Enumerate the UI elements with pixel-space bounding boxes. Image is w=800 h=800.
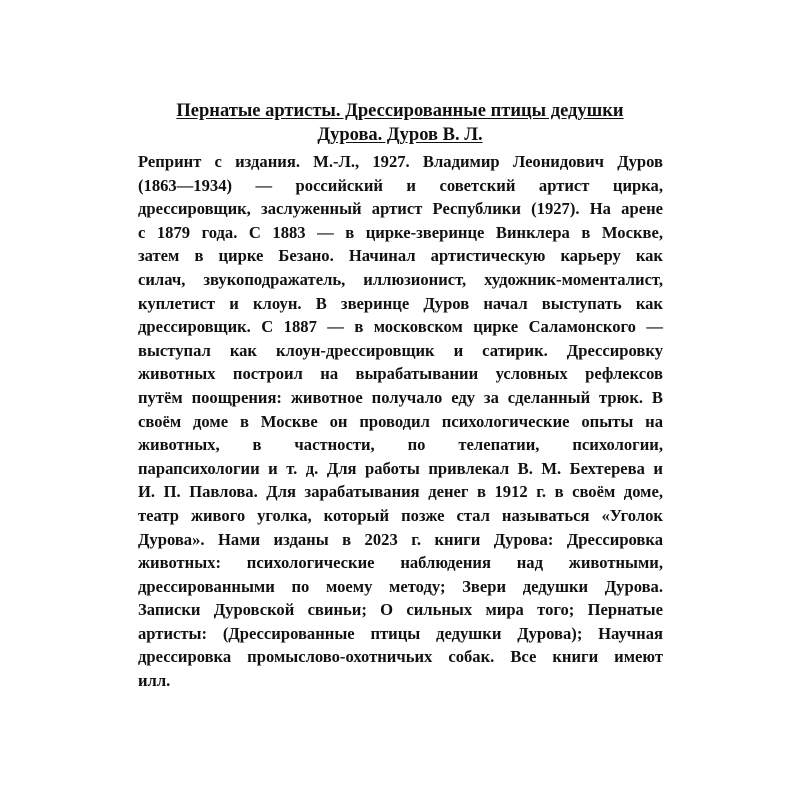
page-title <box>100 99 700 147</box>
description-line: Дурова». Нами изданы в 2023 г. книги Дурова: Дрессировка <box>138 529 663 549</box>
description-line: куплетист и клоун. В зверинце Дуров начал выступать как <box>138 293 663 313</box>
description-line: илл. <box>138 671 171 691</box>
description-line: силач, звукоподражатель, иллюзионист, художник-моменталист, <box>138 269 663 289</box>
description-line: своём доме в Москве он проводил психологические опыты на <box>138 411 663 431</box>
description-line: животных, в частности, по телепатии, психологии, <box>138 435 663 455</box>
description-line: театр живого уголка, который позже стал называться «Уголок <box>138 505 663 525</box>
description-line: путём поощрения: животное получало еду за сделанный трюк. В <box>138 387 663 407</box>
description-line: затем в цирке Безано. Начинал артистическую карьеру как <box>138 246 663 266</box>
description-line: животных: психологические наблюдения над животными, <box>138 553 663 573</box>
description-line: выступал как клоун-дрессировщик и сатирик. Дрессировку <box>138 340 663 360</box>
description-line: животных построил на вырабатывании условных рефлексов <box>138 364 663 384</box>
description-line: парапсихологии и т. д. Для работы привлекал В. М. Бехтерева и <box>138 458 663 478</box>
title-line: Дурова. Дуров В. Л. <box>317 125 483 145</box>
description-line: дрессированными по моему методу; Звери дедушки Дурова. <box>138 576 663 596</box>
description-line: дрессировка промыслово-охотничьих собак. Все книги имеют <box>138 647 663 667</box>
description-line: Репринт с издания. М.-Л., 1927. Владимир Леонидович Дуров <box>138 152 663 171</box>
description-line: дрессировщик, заслуженный артист Республики (1927). На арене <box>138 199 663 219</box>
description-line: И. П. Павлова. Для зарабатывания денег в 1912 г. в своём доме, <box>138 482 663 502</box>
description-line: Записки Дуровской свиньи; О сильных мира того; Пернатые <box>138 600 663 620</box>
description-line: (1863—1934) — российский и советский артист цирка, <box>138 175 663 195</box>
title-line: Пернатые артисты. Дрессированные птицы дедушки <box>176 101 624 121</box>
description-line: дрессировщик. С 1887 — в московском цирке Саламонского — <box>138 317 663 337</box>
description-text <box>138 150 663 693</box>
description-line: артисты: (Дрессированные птицы дедушки Дурова); Научная <box>138 623 663 643</box>
description-line: с 1879 года. С 1883 — в цирке-зверинце Винклера в Москве, <box>138 222 663 242</box>
